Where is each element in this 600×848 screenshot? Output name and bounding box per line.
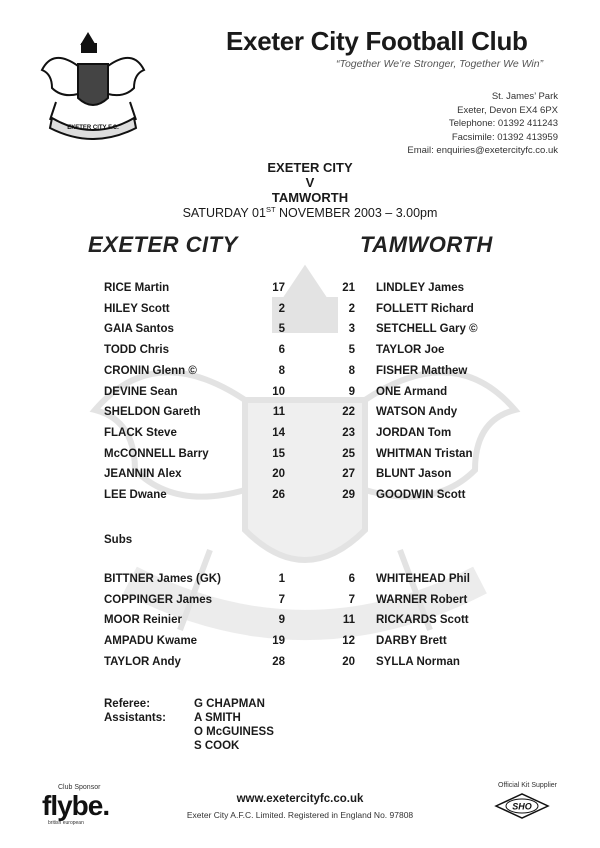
home-player-name: JEANNIN Alex <box>104 468 182 481</box>
away-player-name: WHITEHEAD Phil <box>376 573 470 585</box>
away-player-name: BLUNT Jason <box>376 468 452 481</box>
home-player-number: 6 <box>278 344 285 357</box>
home-player-number: 26 <box>272 489 285 501</box>
home-player-number: 11 <box>272 406 285 419</box>
home-player-number: 10 <box>272 385 285 398</box>
away-player-name: DARBY Brett <box>376 635 447 648</box>
home-player-name: COPPINGER James <box>104 593 213 606</box>
date-suffix: NOVEMBER 2003 – 3.00pm <box>275 206 438 221</box>
away-player-number: 3 <box>348 323 355 336</box>
kit-supplier-label: Official Kit Supplier <box>498 782 558 789</box>
away-player-number: 25 <box>342 447 355 460</box>
home-player-name: FLACK Steve <box>104 426 177 439</box>
home-player-name: LEE Dwane <box>104 489 167 501</box>
address-line: St. James’ Park <box>491 91 558 102</box>
date-ordinal: ST <box>265 205 276 214</box>
home-team-heading: EXETER CITY <box>267 160 353 175</box>
referee-name: G CHAPMAN <box>194 698 265 710</box>
kit-supplier-logo-icon <box>494 792 550 820</box>
home-team-title: EXETER CITY <box>88 232 238 257</box>
home-player-name: TAYLOR Andy <box>104 655 181 668</box>
home-player-number: 14 <box>272 426 285 439</box>
away-team-title: TAMWORTH <box>360 232 493 257</box>
facsimile: Facsimile: 01392 413959 <box>451 131 558 143</box>
away-player-name: FISHER Matthew <box>376 364 468 377</box>
away-player-number: 6 <box>348 573 355 585</box>
home-player-name: DEVINE Sean <box>104 385 178 398</box>
home-player-number: 8 <box>278 364 285 377</box>
away-player-number: 27 <box>342 468 355 481</box>
subs-label: Subs <box>104 534 133 546</box>
address-line: Exeter, Devon EX4 6PX <box>457 104 558 116</box>
away-player-number: 8 <box>348 364 355 377</box>
away-player-name: RICKARDS Scott <box>376 614 469 627</box>
home-player-name: CRONIN Glenn © <box>104 364 197 377</box>
email[interactable]: Email: enquiries@exetercityfc.co.uk <box>407 145 558 157</box>
away-player-name: LINDLEY James <box>376 282 464 294</box>
match-date <box>160 205 460 220</box>
home-player-number: 5 <box>278 323 285 336</box>
home-player-name: BITTNER James (GK) <box>104 573 221 585</box>
away-player-name: JORDAN Tom <box>376 426 452 439</box>
assistants-label: Assistants: <box>104 712 166 724</box>
date-prefix: SATURDAY 01 <box>182 206 266 221</box>
away-player-name: WATSON Andy <box>376 406 458 419</box>
away-player-number: 12 <box>342 635 355 648</box>
away-player-name: GOODWIN Scott <box>376 489 466 501</box>
website-link[interactable]: www.exetercityfc.co.uk <box>236 793 364 805</box>
assistant-name: S COOK <box>194 740 240 752</box>
away-player-name: SETCHELL Gary © <box>376 323 478 336</box>
assistant-name: O McGUINESS <box>194 726 274 738</box>
away-player-number: 22 <box>342 406 355 419</box>
away-player-number: 23 <box>342 426 355 439</box>
referee-label: Referee: <box>104 698 151 710</box>
away-player-number: 11 <box>342 614 355 627</box>
home-player-number: 7 <box>278 593 285 606</box>
sponsor-label: Club Sponsor <box>58 784 101 791</box>
home-player-name: HILEY Scott <box>104 302 170 315</box>
home-player-number: 20 <box>272 468 285 481</box>
away-player-number: 29 <box>342 489 355 501</box>
away-player-number: 21 <box>342 282 355 294</box>
home-player-number: 17 <box>272 282 285 294</box>
home-player-number: 9 <box>278 614 285 627</box>
away-player-name: TAYLOR Joe <box>376 344 445 357</box>
away-player-name: ONE Armand <box>376 385 448 398</box>
away-player-number: 5 <box>348 344 355 357</box>
home-player-name: TODD Chris <box>104 344 169 357</box>
club-name: Exeter City Football Club <box>226 26 528 56</box>
registration-text: Exeter City A.F.C. Limited. Registered in England No. 97808 <box>186 810 414 820</box>
home-player-name: AMPADU Kwame <box>104 635 198 648</box>
away-player-name: FOLLETT Richard <box>376 302 474 315</box>
away-player-name: WARNER Robert <box>376 593 468 606</box>
home-player-number: 28 <box>272 655 285 668</box>
club-address <box>407 90 558 158</box>
versus-label: V <box>305 175 315 190</box>
away-player-number: 2 <box>348 302 355 315</box>
away-player-number: 7 <box>348 593 355 606</box>
home-player-number: 19 <box>272 635 285 648</box>
away-player-number: 9 <box>348 385 355 398</box>
sponsor-subtitle: british european <box>48 820 84 826</box>
club-crest-icon <box>38 30 148 140</box>
telephone: Telephone: 01392 411243 <box>448 118 558 130</box>
home-player-name: SHELDON Gareth <box>104 406 201 419</box>
home-player-name: RICE Martin <box>104 282 170 294</box>
away-player-name: SYLLA Norman <box>376 655 460 668</box>
home-player-number: 15 <box>272 447 285 460</box>
home-player-number: 2 <box>278 302 285 315</box>
home-player-name: McCONNELL Barry <box>104 447 209 460</box>
kit-supplier-name: SHO <box>512 801 532 812</box>
sponsor-logo: flybe. <box>42 790 110 821</box>
club-motto: “Together We’re Stronger, Together We Win” <box>336 58 544 70</box>
crest-text: EXETER CITY F.C. <box>67 125 119 131</box>
assistant-name: A SMITH <box>194 712 241 724</box>
home-player-name: GAIA Santos <box>104 323 174 336</box>
away-player-name: WHITMAN Tristan <box>376 447 473 460</box>
home-player-name: MOOR Reinier <box>104 614 182 627</box>
away-player-number: 20 <box>342 655 355 668</box>
home-player-number: 1 <box>278 573 285 585</box>
away-team-heading: TAMWORTH <box>271 190 349 205</box>
